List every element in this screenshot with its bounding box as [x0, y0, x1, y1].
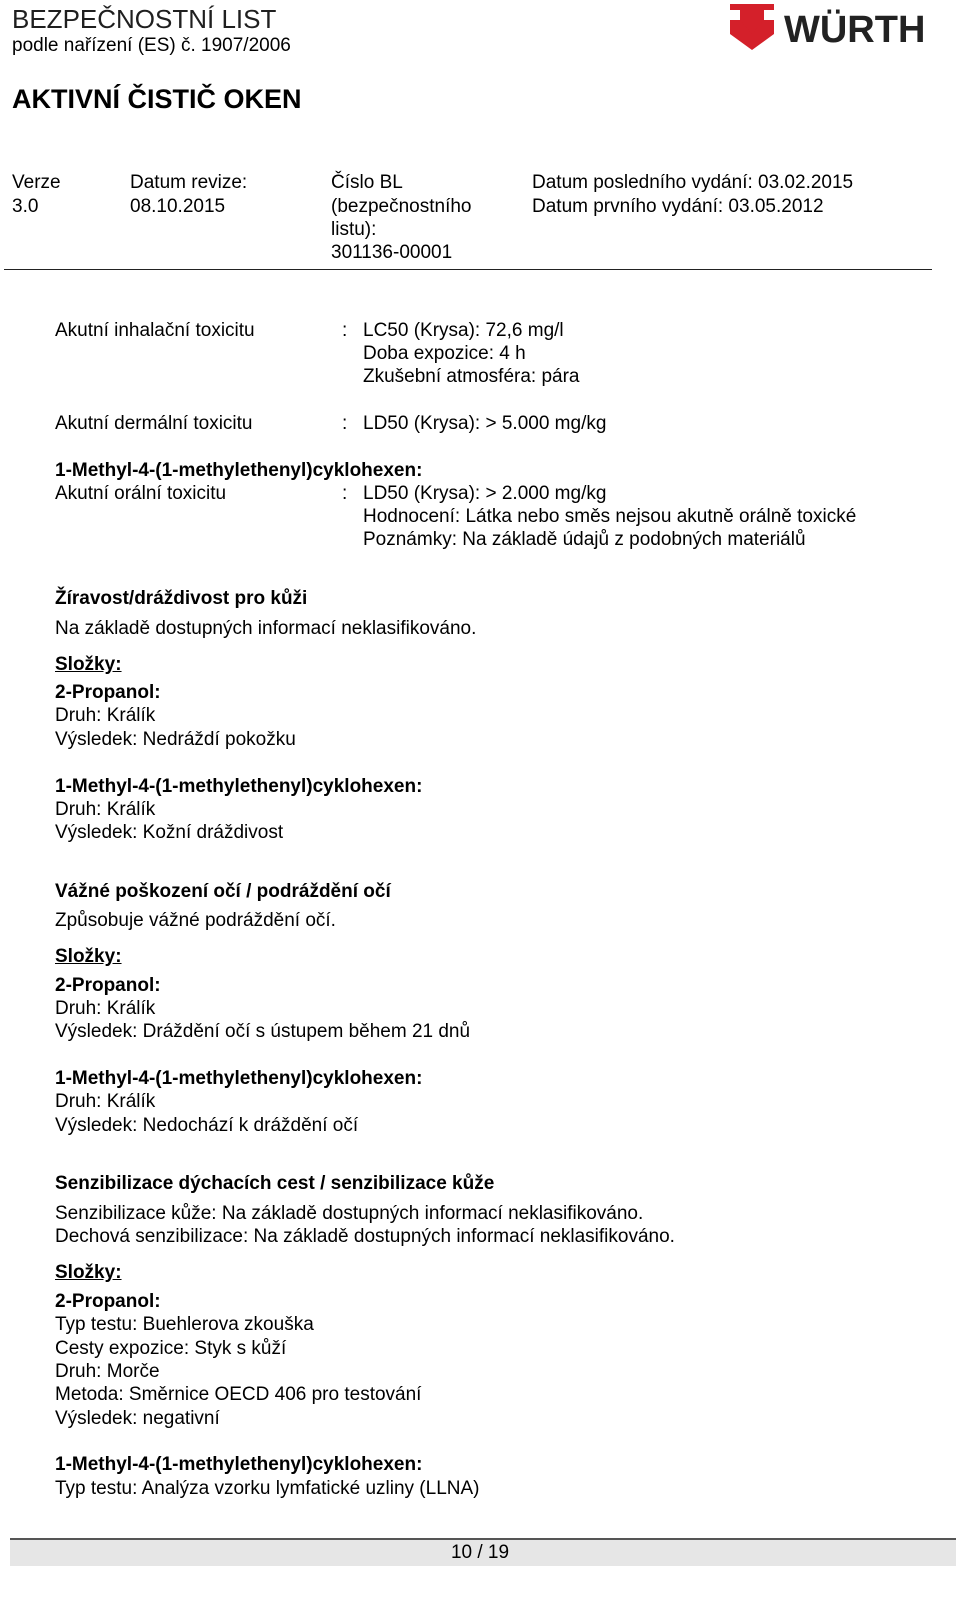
revision-label: Datum revize:	[130, 172, 248, 193]
component-line: Druh: Králík	[55, 799, 156, 820]
component-line: Druh: Králík	[55, 998, 156, 1019]
component-line: Typ testu: Buehlerova zkouška	[55, 1314, 314, 1335]
last-issue-date: Datum posledního vydání: 03.02.2015	[532, 172, 854, 193]
component-line: Druh: Králík	[55, 705, 156, 726]
sds-number-label-1: Číslo BL	[331, 172, 403, 193]
sensitization-text-skin: Senzibilizace kůže: Na základě dostupných informací neklasifikováno.	[55, 1203, 644, 1224]
component-heading: 1-Methyl-4-(1-methylethenyl)cyklohexen:	[55, 460, 423, 481]
component-line: Výsledek: Kožní dráždivost	[55, 822, 284, 843]
component-heading: 1-Methyl-4-(1-methylethenyl)cyklohexen:	[55, 1454, 423, 1475]
sds-number-value: 301136-00001	[331, 242, 453, 263]
eye-section-text: Způsobuje vážné podráždění očí.	[55, 910, 336, 931]
component-line: Druh: Králík	[55, 1091, 156, 1112]
component-heading: 2-Propanol:	[55, 975, 161, 996]
oral-line-3: Poznámky: Na základě údajů z podobných materiálů	[363, 529, 806, 550]
colon: :	[342, 413, 348, 434]
component-heading: 1-Methyl-4-(1-methylethenyl)cyklohexen:	[55, 776, 423, 797]
component-line: Výsledek: Dráždění očí s ústupem během 21 dnů	[55, 1021, 471, 1042]
dermal-line-1: LD50 (Krysa): > 5.000 mg/kg	[363, 413, 607, 434]
regulation-reference: podle nařízení (ES) č. 1907/2006	[12, 35, 291, 56]
components-label: Složky:	[55, 946, 122, 967]
colon: :	[342, 320, 348, 341]
skin-section-heading: Žíravost/dráždivost pro kůži	[55, 588, 308, 609]
component-line: Cesty expozice: Styk s kůží	[55, 1338, 287, 1359]
oral-toxicity-label: Akutní orální toxicitu	[55, 483, 227, 504]
logo-wordmark: WÜRTH	[784, 9, 926, 51]
component-line: Typ testu: Analýza vzorku lymfatické uzliny (LLNA)	[55, 1478, 480, 1499]
component-line: Metoda: Směrnice OECD 406 pro testování	[55, 1384, 422, 1405]
components-label: Složky:	[55, 654, 122, 675]
component-line: Výsledek: Nedochází k dráždění očí	[55, 1115, 359, 1136]
inhalation-line-3: Zkušební atmosféra: pára	[363, 366, 580, 387]
first-issue-date: Datum prvního vydání: 03.05.2012	[532, 196, 824, 217]
component-heading: 2-Propanol:	[55, 682, 161, 703]
revision-value: 08.10.2015	[130, 196, 226, 217]
skin-section-text: Na základě dostupných informací neklasifikováno.	[55, 618, 477, 639]
header-divider	[4, 269, 932, 270]
inhalation-toxicity-label: Akutní inhalační toxicitu	[55, 320, 255, 341]
component-heading: 1-Methyl-4-(1-methylethenyl)cyklohexen:	[55, 1068, 423, 1089]
sensitization-section-heading: Senzibilizace dýchacích cest / senzibilizace kůže	[55, 1173, 495, 1194]
document-title: BEZPEČNOSTNÍ LIST	[12, 4, 277, 34]
sds-number-label-2: (bezpečnostního	[331, 196, 472, 217]
component-line: Druh: Morče	[55, 1361, 160, 1382]
version-value: 3.0	[12, 196, 39, 217]
component-line: Výsledek: negativní	[55, 1408, 220, 1429]
sensitization-text-respiratory: Dechová senzibilizace: Na základě dostupných informací neklasifikováno.	[55, 1226, 675, 1247]
inhalation-line-1: LC50 (Krysa): 72,6 mg/l	[363, 320, 564, 341]
component-heading: 2-Propanol:	[55, 1291, 161, 1312]
oral-line-2: Hodnocení: Látka nebo směs nejsou akutně orálně toxické	[363, 506, 857, 527]
component-line: Výsledek: Nedráždí pokožku	[55, 729, 296, 750]
eye-section-heading: Vážné poškození očí / podráždění očí	[55, 881, 391, 902]
version-label: Verze	[12, 172, 61, 193]
components-label: Složky:	[55, 1262, 122, 1283]
colon: :	[342, 483, 348, 504]
dermal-toxicity-label: Akutní dermální toxicitu	[55, 413, 253, 434]
oral-line-1: LD50 (Krysa): > 2.000 mg/kg	[363, 483, 607, 504]
inhalation-line-2: Doba expozice: 4 h	[363, 343, 526, 364]
sds-number-label-3: listu):	[331, 219, 377, 240]
product-name: AKTIVNÍ ČISTIČ OKEN	[12, 84, 302, 114]
wurth-logo	[730, 4, 952, 52]
page-number: 10 / 19	[450, 1542, 510, 1563]
